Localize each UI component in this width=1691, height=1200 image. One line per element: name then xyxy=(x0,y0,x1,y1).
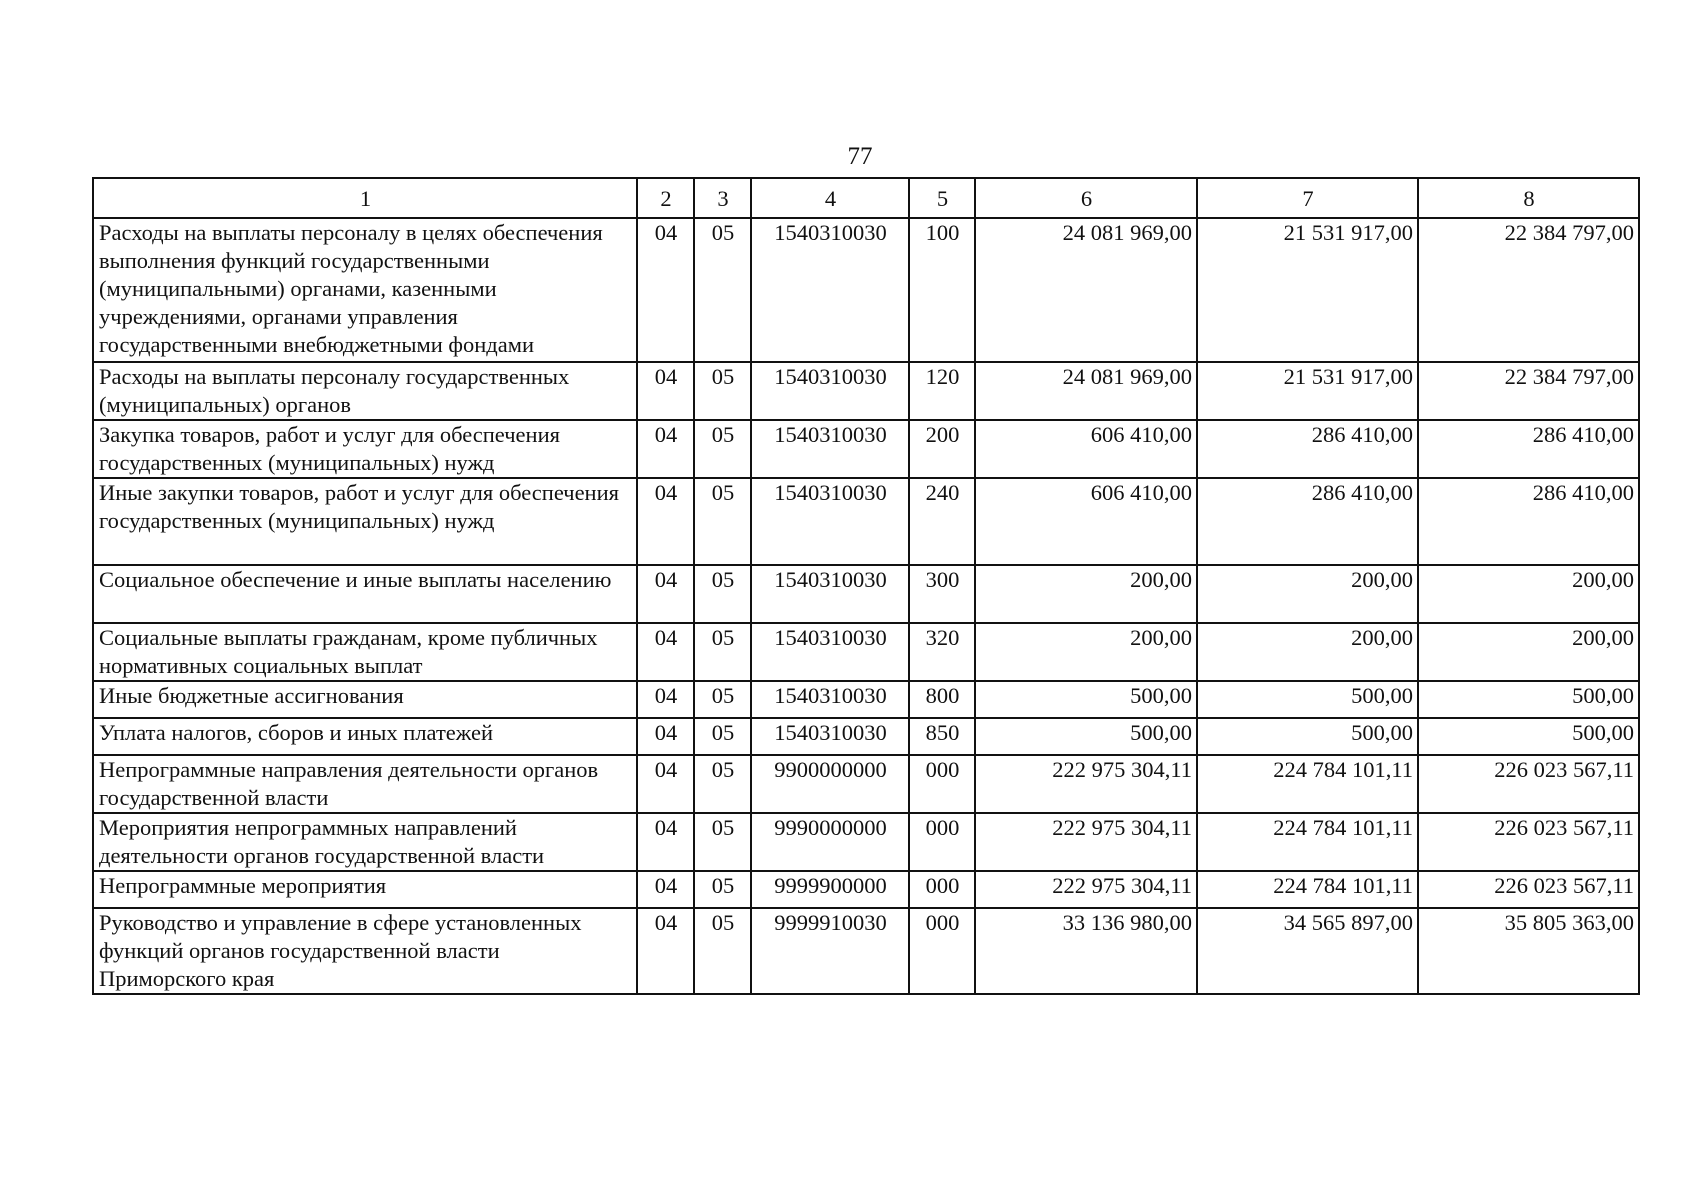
row-sum-col6: 200,00 xyxy=(975,565,1197,623)
row-name: Непрограммные направления деятельности органов государственной власти xyxy=(93,755,637,813)
row-expense-type: 120 xyxy=(909,362,975,420)
row-expense-type: 100 xyxy=(909,218,975,362)
row-section: 04 xyxy=(637,478,694,565)
row-name: Социальные выплаты гражданам, кроме публичных нормативных социальных выплат xyxy=(93,623,637,681)
row-subsection: 05 xyxy=(694,218,751,362)
row-sum-col6: 606 410,00 xyxy=(975,420,1197,478)
row-target-article: 1540310030 xyxy=(751,478,909,565)
row-subsection: 05 xyxy=(694,718,751,755)
row-expense-type: 240 xyxy=(909,478,975,565)
row-name: Расходы на выплаты персоналу государственных (муниципальных) органов xyxy=(93,362,637,420)
header-cell: 2 xyxy=(637,178,694,218)
row-subsection: 05 xyxy=(694,565,751,623)
row-subsection: 05 xyxy=(694,362,751,420)
row-expense-type: 000 xyxy=(909,871,975,908)
row-subsection: 05 xyxy=(694,420,751,478)
row-target-article: 9999910030 xyxy=(751,908,909,994)
row-expense-type: 000 xyxy=(909,813,975,871)
header-cell: 4 xyxy=(751,178,909,218)
row-sum-col6: 200,00 xyxy=(975,623,1197,681)
row-section: 04 xyxy=(637,908,694,994)
header-cell: 7 xyxy=(1197,178,1418,218)
row-subsection: 05 xyxy=(694,681,751,718)
row-name: Уплата налогов, сборов и иных платежей xyxy=(93,718,637,755)
row-sum-col8: 226 023 567,11 xyxy=(1418,755,1639,813)
row-target-article: 1540310030 xyxy=(751,623,909,681)
row-name: Расходы на выплаты персоналу в целях обеспечения выполнения функций государственными (муниципальными) органами, казенными учреждениями, органами управления государственными внебюджетными фондами xyxy=(93,218,637,362)
header-cell: 8 xyxy=(1418,178,1639,218)
row-sum-col6: 222 975 304,11 xyxy=(975,755,1197,813)
row-sum-col8: 200,00 xyxy=(1418,623,1639,681)
row-sum-col6: 24 081 969,00 xyxy=(975,362,1197,420)
header-cell: 3 xyxy=(694,178,751,218)
row-sum-col8: 22 384 797,00 xyxy=(1418,218,1639,362)
table-row xyxy=(93,420,1639,478)
row-sum-col7: 500,00 xyxy=(1197,718,1418,755)
table-row xyxy=(93,681,1639,718)
row-target-article: 1540310030 xyxy=(751,565,909,623)
row-sum-col7: 21 531 917,00 xyxy=(1197,362,1418,420)
row-expense-type: 850 xyxy=(909,718,975,755)
budget-table xyxy=(92,177,1640,995)
row-sum-col8: 500,00 xyxy=(1418,681,1639,718)
row-sum-col6: 500,00 xyxy=(975,681,1197,718)
row-sum-col7: 34 565 897,00 xyxy=(1197,908,1418,994)
row-sum-col8: 226 023 567,11 xyxy=(1418,813,1639,871)
row-sum-col7: 200,00 xyxy=(1197,565,1418,623)
row-sum-col6: 606 410,00 xyxy=(975,478,1197,565)
row-expense-type: 800 xyxy=(909,681,975,718)
row-subsection: 05 xyxy=(694,908,751,994)
table-row xyxy=(93,478,1639,565)
row-name: Социальное обеспечение и иные выплаты населению xyxy=(93,565,637,623)
row-section: 04 xyxy=(637,718,694,755)
row-sum-col6: 24 081 969,00 xyxy=(975,218,1197,362)
header-cell: 1 xyxy=(93,178,637,218)
row-section: 04 xyxy=(637,362,694,420)
row-section: 04 xyxy=(637,871,694,908)
table-row xyxy=(93,813,1639,871)
row-target-article: 9900000000 xyxy=(751,755,909,813)
row-sum-col6: 222 975 304,11 xyxy=(975,871,1197,908)
row-sum-col6: 500,00 xyxy=(975,718,1197,755)
row-sum-col7: 224 784 101,11 xyxy=(1197,755,1418,813)
row-subsection: 05 xyxy=(694,813,751,871)
row-sum-col7: 500,00 xyxy=(1197,681,1418,718)
row-sum-col8: 226 023 567,11 xyxy=(1418,871,1639,908)
table-row xyxy=(93,623,1639,681)
row-sum-col7: 286 410,00 xyxy=(1197,478,1418,565)
row-sum-col7: 200,00 xyxy=(1197,623,1418,681)
row-target-article: 1540310030 xyxy=(751,362,909,420)
table-row xyxy=(93,908,1639,994)
row-sum-col8: 200,00 xyxy=(1418,565,1639,623)
row-sum-col6: 222 975 304,11 xyxy=(975,813,1197,871)
row-section: 04 xyxy=(637,218,694,362)
row-name: Иные закупки товаров, работ и услуг для обеспечения государственных (муниципальных) нужд xyxy=(93,478,637,565)
row-target-article: 1540310030 xyxy=(751,718,909,755)
header-row xyxy=(93,178,1639,218)
table-row xyxy=(93,755,1639,813)
row-sum-col7: 224 784 101,11 xyxy=(1197,813,1418,871)
row-target-article: 9990000000 xyxy=(751,813,909,871)
row-name: Непрограммные мероприятия xyxy=(93,871,637,908)
row-section: 04 xyxy=(637,755,694,813)
row-expense-type: 000 xyxy=(909,755,975,813)
row-sum-col7: 21 531 917,00 xyxy=(1197,218,1418,362)
table-row xyxy=(93,218,1639,362)
row-expense-type: 320 xyxy=(909,623,975,681)
row-name: Закупка товаров, работ и услуг для обеспечения государственных (муниципальных) нужд xyxy=(93,420,637,478)
row-expense-type: 300 xyxy=(909,565,975,623)
table-row xyxy=(93,718,1639,755)
row-section: 04 xyxy=(637,623,694,681)
row-sum-col8: 35 805 363,00 xyxy=(1418,908,1639,994)
row-sum-col7: 286 410,00 xyxy=(1197,420,1418,478)
header-cell: 6 xyxy=(975,178,1197,218)
row-name: Иные бюджетные ассигнования xyxy=(93,681,637,718)
row-section: 04 xyxy=(637,681,694,718)
row-sum-col8: 22 384 797,00 xyxy=(1418,362,1639,420)
row-subsection: 05 xyxy=(694,623,751,681)
row-name: Мероприятия непрограммных направлений деятельности органов государственной власти xyxy=(93,813,637,871)
row-subsection: 05 xyxy=(694,478,751,565)
row-section: 04 xyxy=(637,565,694,623)
row-expense-type: 000 xyxy=(909,908,975,994)
row-sum-col8: 286 410,00 xyxy=(1418,420,1639,478)
table-row xyxy=(93,871,1639,908)
row-subsection: 05 xyxy=(694,755,751,813)
row-target-article: 1540310030 xyxy=(751,218,909,362)
row-name: Руководство и управление в сфере установленных функций органов государственной власти Приморского края xyxy=(93,908,637,994)
row-sum-col6: 33 136 980,00 xyxy=(975,908,1197,994)
row-section: 04 xyxy=(637,420,694,478)
table-row xyxy=(93,565,1639,623)
row-expense-type: 200 xyxy=(909,420,975,478)
row-sum-col7: 224 784 101,11 xyxy=(1197,871,1418,908)
row-sum-col8: 500,00 xyxy=(1418,718,1639,755)
row-subsection: 05 xyxy=(694,871,751,908)
row-section: 04 xyxy=(637,813,694,871)
row-sum-col8: 286 410,00 xyxy=(1418,478,1639,565)
row-target-article: 9999900000 xyxy=(751,871,909,908)
row-target-article: 1540310030 xyxy=(751,420,909,478)
page-number: 77 xyxy=(847,143,873,170)
header-cell: 5 xyxy=(909,178,975,218)
table-row xyxy=(93,362,1639,420)
row-target-article: 1540310030 xyxy=(751,681,909,718)
